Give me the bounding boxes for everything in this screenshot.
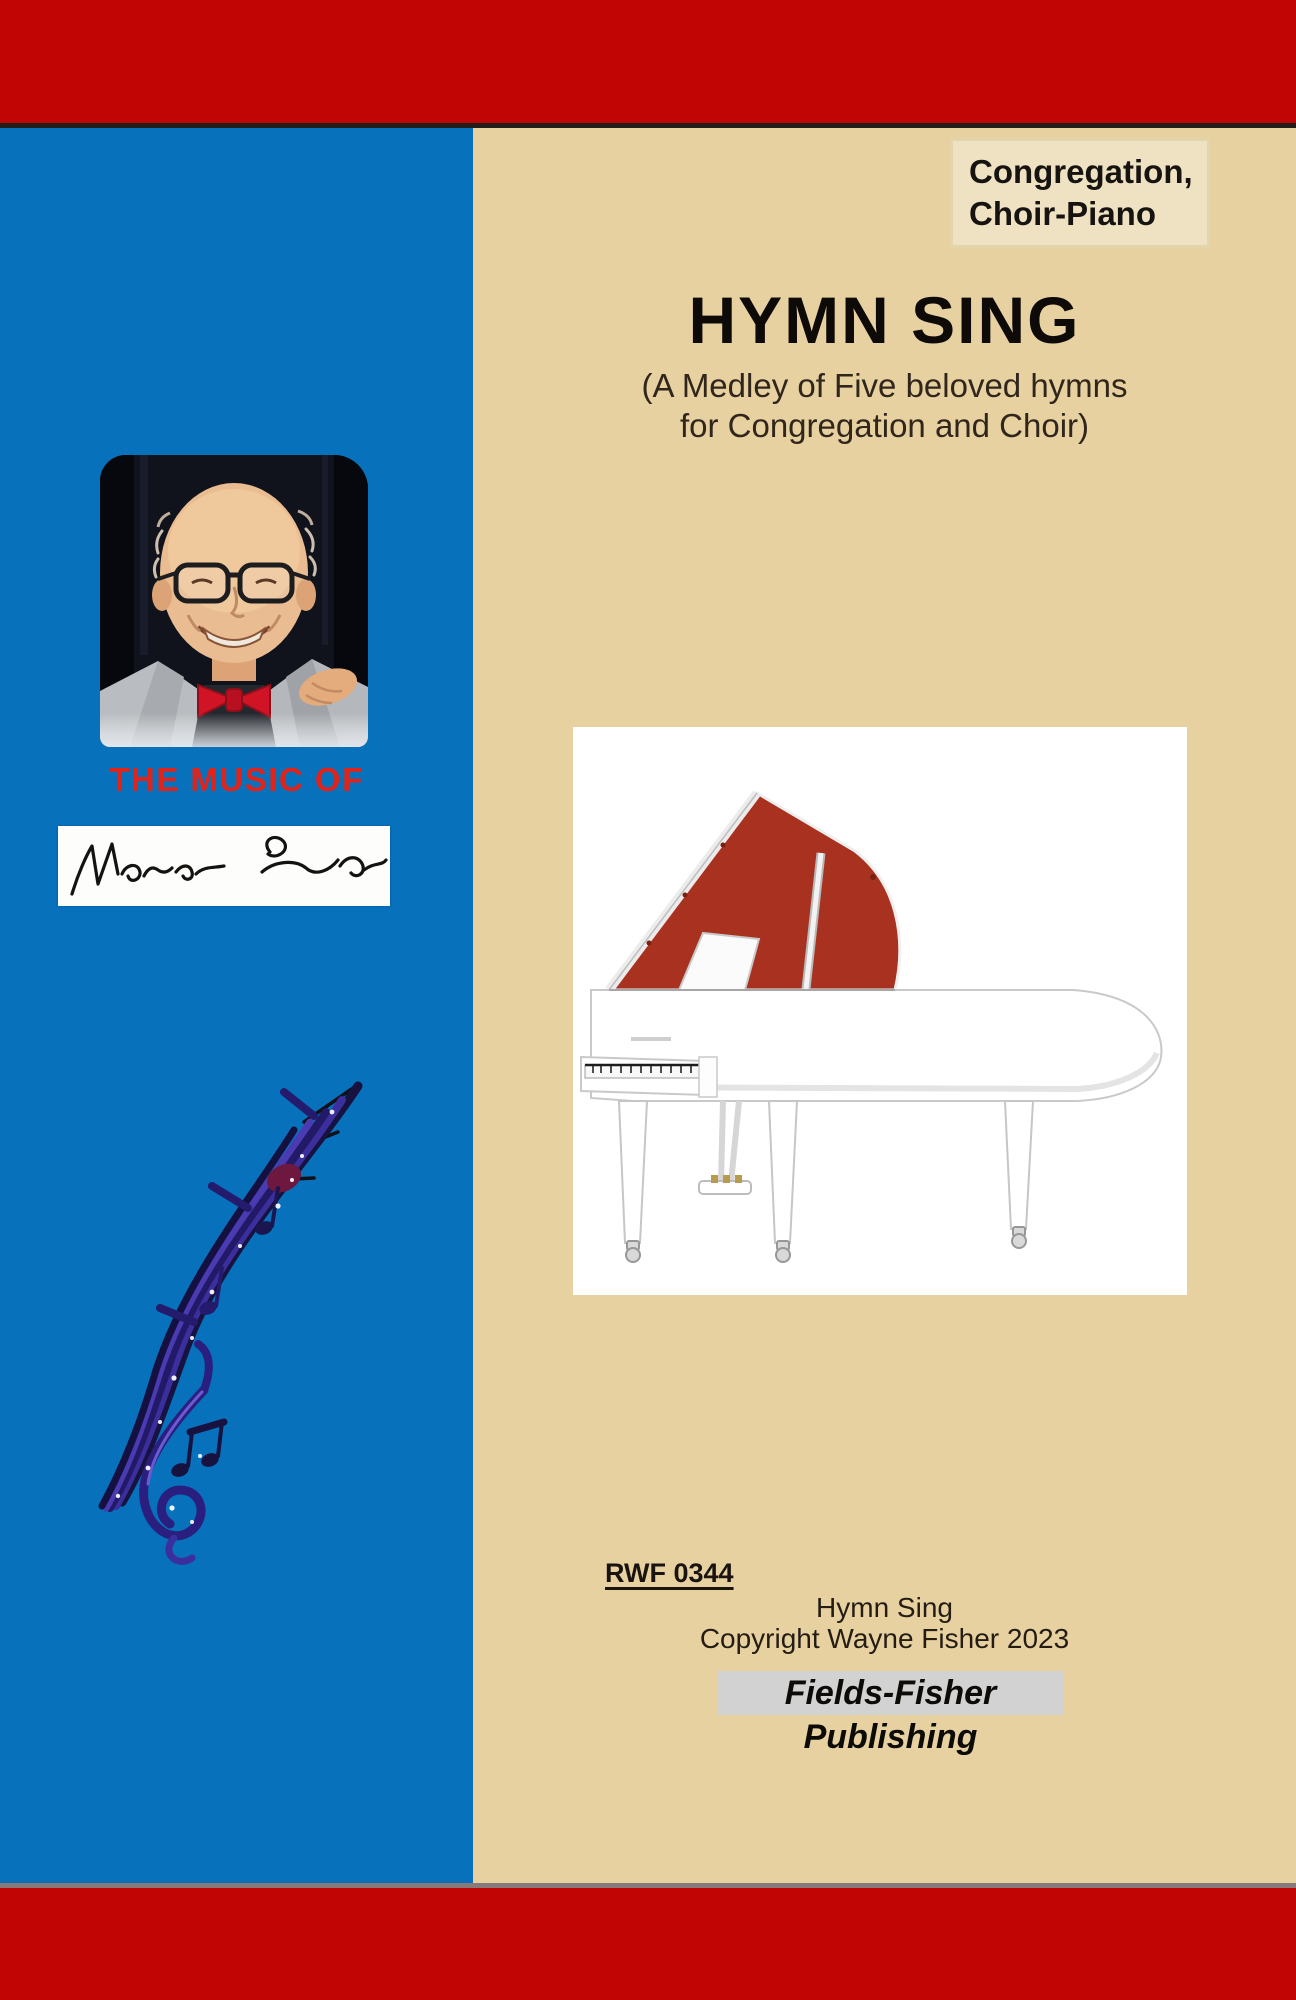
subtitle-line-1: (A Medley of Five beloved hymns <box>641 367 1128 404</box>
footer-work-title: Hymn Sing <box>816 1592 953 1623</box>
bottom-red-band <box>0 1883 1296 2000</box>
catalog-number: RWF 0344 <box>605 1558 734 1588</box>
composer-photo <box>100 455 368 747</box>
signature-icon <box>58 826 390 906</box>
footer-credits <box>473 1592 1296 1654</box>
page-subtitle <box>473 366 1296 446</box>
grand-piano-svg <box>573 727 1187 1295</box>
top-red-band <box>0 0 1296 128</box>
composer-signature <box>58 826 390 906</box>
piano-image <box>573 727 1187 1295</box>
instrumentation-line-2: Choir-Piano <box>969 195 1156 232</box>
music-ribbon-art-svg <box>52 1060 427 1580</box>
composer-photo-svg <box>100 455 368 747</box>
left-blue-panel <box>0 128 473 1883</box>
instrumentation-line-1: Congregation, <box>969 153 1193 190</box>
instrumentation-badge <box>950 138 1210 248</box>
music-ribbon-art <box>52 1060 427 1580</box>
publisher-badge: Fields-Fisher Publishing <box>718 1671 1063 1715</box>
subtitle-line-2: for Congregation and Choir) <box>679 407 1090 444</box>
page-title: HYMN SING <box>688 283 1081 357</box>
footer-copyright: Copyright Wayne Fisher 2023 <box>699 1623 1070 1654</box>
music-of-caption: THE MUSIC OF <box>109 761 364 798</box>
